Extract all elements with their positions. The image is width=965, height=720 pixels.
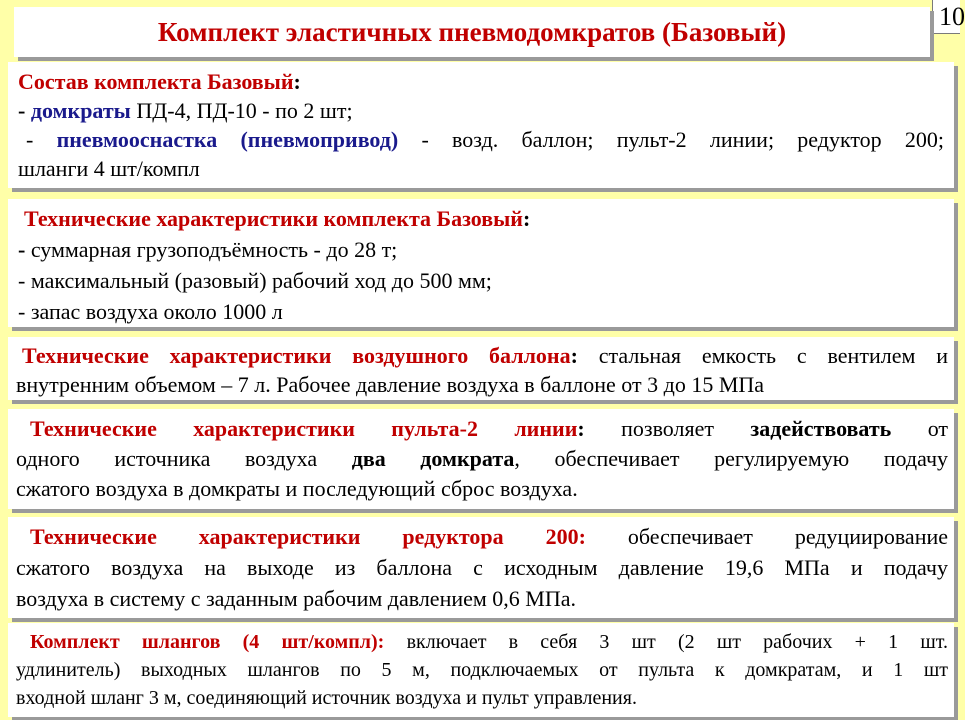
panel-heading: Технические характеристики пульта-2 линии — [30, 416, 578, 441]
page-number: 10 — [932, 0, 960, 34]
hoses-line-2: удлинитель) выходных шлангов по 5 м, подключаемых от пульта к домкратам, и 1 шт — [16, 659, 948, 681]
composition-hoses-line: шланги 4 шт/компл — [18, 156, 200, 181]
reducer-section — [8, 517, 954, 618]
cylinder-heading: Технические характеристики воздушного баллона — [22, 343, 571, 368]
kit-spec-item: - максимальный (разовый) рабочий ход до 500 мм; — [18, 268, 492, 293]
hoses-heading: Комплект шлангов (4 шт/компл): — [30, 631, 385, 653]
composition-heading: Состав комплекта Базовый — [18, 69, 294, 94]
kit-specs-heading: Технические характеристики комплекта Базовый — [24, 206, 523, 231]
kit-spec-item: - суммарная грузоподъёмность - до 28 т; — [18, 237, 398, 262]
reducer-heading: Технические характеристики редуктора 200: — [30, 524, 586, 549]
kit-spec-item: - запас воздуха около 1000 л — [18, 299, 283, 324]
hoses-line-3: входной шланг 3 м, соединяющий источник воздуха и пульт управления. — [16, 687, 637, 709]
panel-section — [8, 409, 954, 509]
jacks-term: домкраты — [30, 98, 131, 123]
composition-section — [8, 62, 954, 188]
reducer-line-2: сжатого воздуха на выходе из баллона с исходным давление 19,6 МПа и подачу — [16, 555, 948, 580]
cylinder-line-2: внутренним объемом – 7 л. Рабочее давление воздуха в баллоне от 3 до 15 МПа — [16, 372, 765, 397]
hoses-line-1: Комплект шлангов (4 шт/компл): включает в себя 3 шт (2 шт рабочих + 1 шт. — [30, 631, 948, 653]
page-title — [14, 7, 930, 57]
composition-item-pneumatic: - пневмооснастка (пневмопривод) - возд. баллон; пульт-2 линии; редуктор 200; — [26, 127, 945, 152]
panel-line-3: сжатого воздуха в домкраты и последующий сброс воздуха. — [16, 476, 578, 501]
reducer-line-3: воздуха в систему с заданным рабочим давлением 0,6 МПа. — [16, 586, 577, 611]
page-title-text: Комплект эластичных пневмодомкратов (Базовый) — [157, 17, 787, 47]
cylinder-section — [8, 337, 954, 400]
composition-item-jacks: - домкраты ПД-4, ПД-10 - по 2 шт; — [18, 98, 353, 123]
panel-line-2: одного источника воздуха два домкрата, обеспечивает регулируемую подачу — [16, 446, 949, 471]
kit-specs-heading-line: Технические характеристики комплекта Базовый: — [24, 206, 531, 231]
cylinder-line-1: Технические характеристики воздушного баллона: стальная емкость с вентилем и — [22, 343, 948, 368]
panel-line-1: Технические характеристики пульта-2 линии: позволяет задействовать от — [30, 416, 949, 441]
hoses-section — [8, 623, 954, 717]
kit-specs-section — [8, 199, 954, 327]
pneumatic-term: пневмооснастка (пневмопривод) — [56, 127, 399, 152]
composition-heading-line: Состав комплекта Базовый: — [18, 69, 301, 94]
reducer-line-1: Технические характеристики редуктора 200: обеспечивает редуциирование — [30, 524, 948, 549]
